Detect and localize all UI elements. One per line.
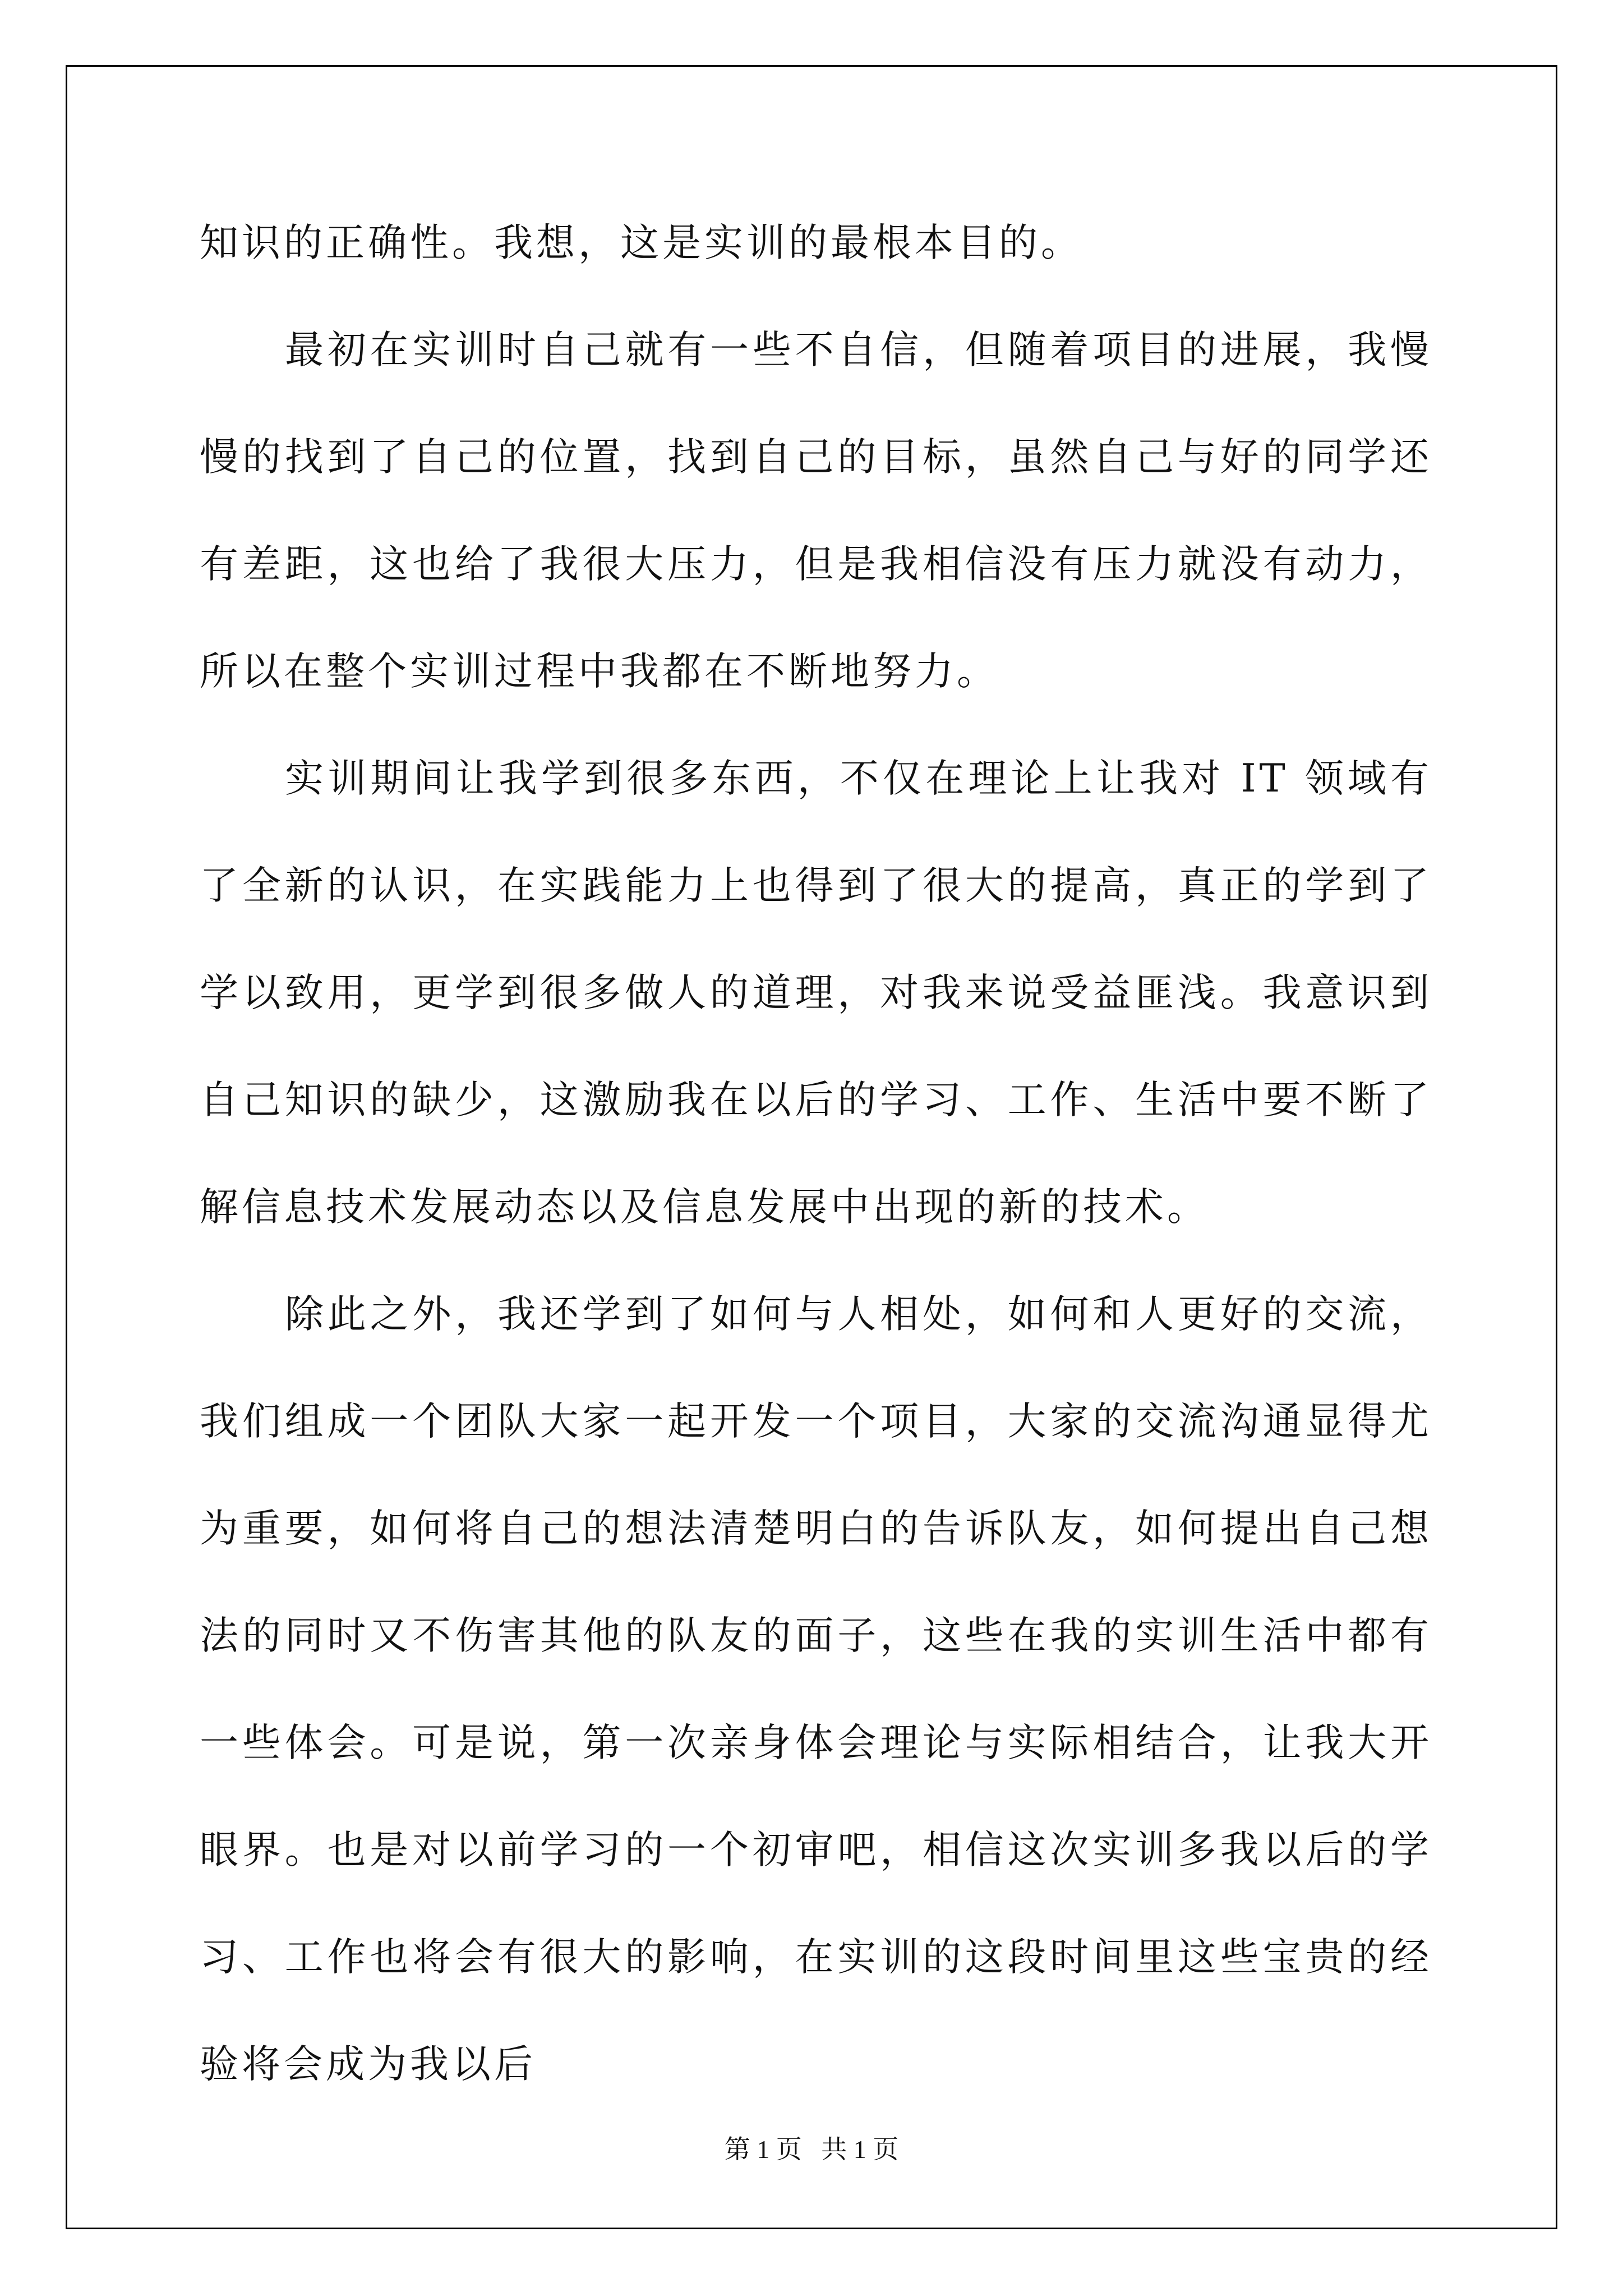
paragraph-4: 除此之外，我还学到了如何与人相处，如何和人更好的交流，我们组成一个团队大家一起开发一个项目，大家的交流沟通显得尤为重要，如何将自己的想法清楚明白的告诉队友，如何提出自己想法的同时又不伤害其他的队友的面子，这些在我的实训生活中都有一些体会。可是说，第一次亲身体会理论与实际相结合，让我大开眼界。也是对以前学习的一个初审吧，相信这次实训多我以后的学习、工作也将会有很大的影响，在实训的这段时间里这些宝贵的经验将会成为我以后 (200, 1292, 1432, 2087)
paragraph-3: 实训期间让我学到很多东西，不仅在理论上让我对 IT 领域有了全新的认识，在实践能力上也得到了很大的提高，真正的学到了学以致用，更学到很多做人的道理，对我来说受益匪浅。我意识到自己知识的缺少，这激励我在以后的学习、工作、生活中要不断了解信息技术发展动态以及信息发展中出现的新的技术。 (200, 756, 1432, 1230)
paragraph-2: 最初在实训时自己就有一些不自信，但随着项目的进展，我慢慢的找到了自己的位置，找到自己的目标，虽然自己与好的同学还有差距，这也给了我很大压力，但是我相信没有压力就没有动力，所以在整个实训过程中我都在不断地努力。 (200, 328, 1432, 694)
paragraph-1: 知识的正确性。我想，这是实训的最根本目的。 (200, 220, 1083, 265)
document-body (200, 190, 1432, 2118)
page-number-footer: 第 1 页 共 1 页 (724, 2135, 899, 2164)
